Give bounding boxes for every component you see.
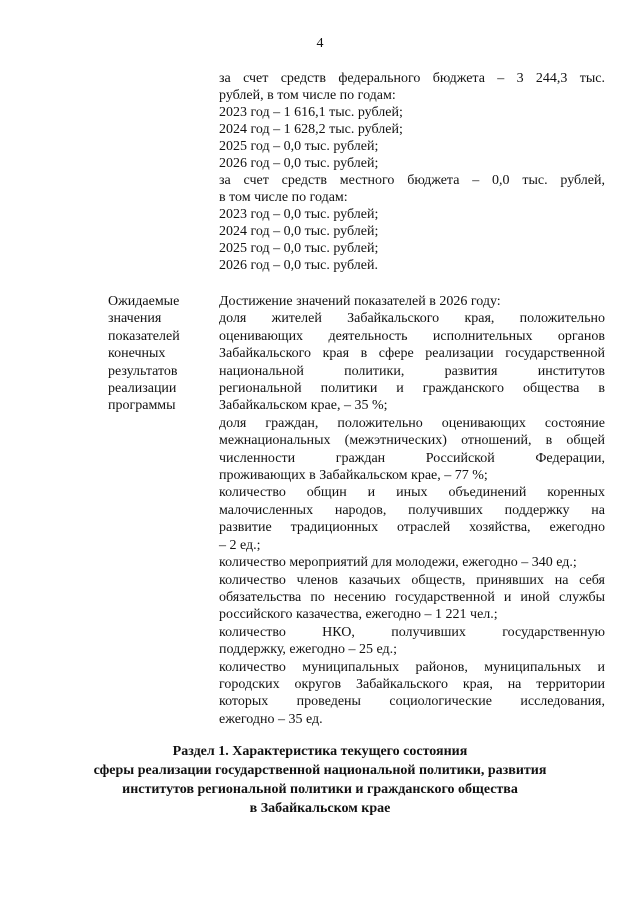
label-line: конечных [108,346,166,362]
local-year-line: 2025 год – 0,0 тыс. рублей; [219,241,379,256]
page-number: 4 [316,36,324,51]
results-intro: Достижение значений показателей в 2026 году: [219,294,501,309]
federal-year-line: 2024 год – 1 628,2 тыс. рублей; [219,122,403,137]
indicator-line: Забайкальского края в сфере реализации государственной [219,346,605,362]
indicator-line: количество НКО, получивших государственную [219,624,605,640]
indicator-line: ежегодно – 35 ед. [219,711,323,727]
indicator-line: национальной политики, развития институтов [219,363,605,379]
label-line: программы [108,398,176,414]
local-year-line: 2026 год – 0,0 тыс. рублей. [219,258,378,273]
local-budget-intro-cont: в том числе по годам: [219,190,348,205]
financing-block [219,70,605,274]
indicator-line: межнациональных (межэтнических) отношений, в общей [219,433,605,449]
local-budget-intro: за счет средств местного бюджета – 0,0 тыс. рублей, [219,173,605,188]
indicator-line: количество муниципальных районов, муниципальных и [219,659,605,675]
local-year-line: 2023 год – 0,0 тыс. рублей; [219,207,379,222]
indicator-line: городских округов Забайкальского края, на территории [219,676,605,692]
indicator-line: количество общин и иных объединений коренных [219,485,605,501]
indicator-line: развитие традиционных отраслей хозяйства, ежегодно [219,520,605,536]
label-line: значения [108,311,162,327]
local-year-line: 2024 год – 0,0 тыс. рублей; [219,224,379,239]
indicator-line: малочисленных народов, получивших поддержку на [219,502,605,518]
expected-results-label [108,293,208,415]
indicator-line: доля граждан, положительно оценивающих состояние [219,415,605,431]
section-heading-line: в Забайкальском крае [249,801,391,816]
federal-year-line: 2026 год – 0,0 тыс. рублей; [219,156,379,171]
federal-budget-intro-cont: рублей, в том числе по годам: [219,88,396,103]
section-heading [0,742,640,818]
section-heading-line: институтов региональной политики и гражданского общества [122,782,518,797]
indicator-line: Забайкальском крае, – 35 %; [219,398,388,414]
label-line: показателей [108,328,180,344]
indicator-line: поддержку, ежегодно – 25 ед.; [219,642,397,658]
indicator-line: оценивающих деятельность исполнительных органов [219,328,605,344]
label-line: результатов [108,363,178,379]
federal-year-line: 2023 год – 1 616,1 тыс. рублей; [219,105,403,120]
federal-budget-intro: за счет средств федерального бюджета – 3 244,3 тыс. [219,71,605,86]
indicator-line: российского казачества, ежегодно – 1 221 чел.; [219,607,498,623]
federal-year-line: 2025 год – 0,0 тыс. рублей; [219,139,379,154]
indicator-line: численности граждан Российской Федерации, [219,450,605,466]
section-heading-line: Раздел 1. Характеристика текущего состояния [172,744,468,759]
indicator-line: – 2 ед.; [219,537,261,553]
indicator-line: региональной политики и гражданского общества в [219,381,605,397]
indicator-line: которых проведены социологические исследования, [219,694,605,710]
expected-results-content [219,293,605,728]
label-line: Ожидаемые [108,294,180,309]
indicator-line: количество членов казачьих обществ, принявших на себя [219,572,605,588]
label-line: реализации [108,381,177,397]
section-heading-line: сферы реализации государственной национальной политики, развития [93,763,547,778]
indicator-line: обязательства по несению государственной и иной службы [219,589,605,605]
indicator-line: проживающих в Забайкальском крае, – 77 %; [219,468,488,484]
indicator-line: количество мероприятий для молодежи, ежегодно – 340 ед.; [219,555,577,571]
indicator-line: доля жителей Забайкальского края, положительно [219,311,605,327]
